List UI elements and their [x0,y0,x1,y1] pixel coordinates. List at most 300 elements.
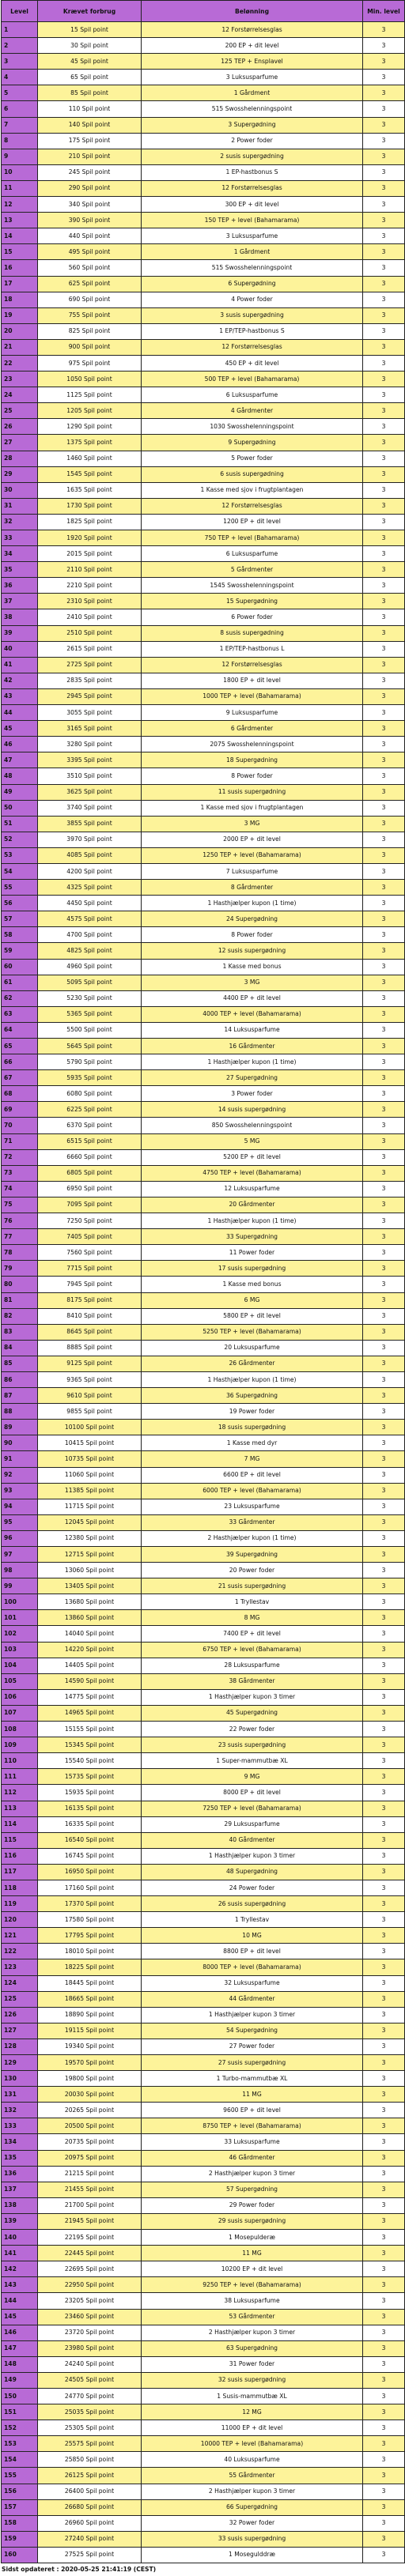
requirement-cell: 13680 Spil point [38,1594,142,1610]
level-cell: 137 [2,2182,38,2197]
requirement-cell: 14405 Spil point [38,1658,142,1673]
table-row [2,768,405,784]
table-row [2,2246,405,2261]
min-level-cell: 3 [363,1944,405,1959]
table-row [2,1102,405,1118]
reward-cell: 55 Gårdmenter [142,2468,363,2484]
min-level-cell: 3 [363,1356,405,1371]
table-row [2,1371,405,1387]
table-row [2,2436,405,2452]
reward-cell: 1 Mosegulddræ [142,2547,363,2563]
table-row [2,959,405,975]
level-cell: 12 [2,197,38,213]
table-row [2,2388,405,2404]
level-cell: 50 [2,800,38,816]
requirement-cell: 20265 Spil point [38,2103,142,2118]
table-row [2,737,405,752]
table-row [2,1896,405,1912]
level-cell: 113 [2,1801,38,1816]
reward-cell: 18 susis supergødning [142,1420,363,1435]
level-cell: 133 [2,2118,38,2134]
requirement-cell: 17370 Spil point [38,1896,142,1912]
last-updated-text: Sidst opdateret : 2020-05-25 21:41:19 (CEST) [2,2566,157,2573]
min-level-cell: 3 [363,578,405,594]
requirement-cell: 25035 Spil point [38,2404,142,2420]
min-level-cell: 3 [363,1769,405,1785]
min-level-cell: 3 [363,990,405,1006]
min-level-cell: 3 [363,38,405,54]
min-level-cell: 3 [363,832,405,847]
min-level-cell: 3 [363,2547,405,2563]
min-level-cell: 3 [363,2531,405,2547]
min-level-cell: 3 [363,292,405,307]
level-cell: 142 [2,2261,38,2277]
requirement-cell: 15345 Spil point [38,1737,142,1753]
level-cell: 41 [2,657,38,673]
table-row [2,2103,405,2118]
level-cell: 84 [2,1340,38,1356]
level-cell: 1 [2,22,38,38]
reward-cell: 11 susis supergødning [142,784,363,800]
reward-cell: 7 MG [142,1451,363,1467]
reward-cell: 1 Kasse med bonus [142,959,363,975]
requirement-cell: 26680 Spil point [38,2499,142,2515]
level-cell: 123 [2,1959,38,1975]
requirement-cell: 4825 Spil point [38,943,142,959]
table-row [2,1928,405,1944]
reward-cell: 450 EP + dit level [142,355,363,371]
requirement-cell: 19570 Spil point [38,2055,142,2071]
header-requirement: Krævet forbrug [38,1,142,22]
requirement-cell: 18445 Spil point [38,1975,142,1991]
table-row [2,149,405,164]
level-cell: 88 [2,1404,38,1420]
reward-cell: 2075 Swosshelenningspoint [142,737,363,752]
min-level-cell: 3 [363,1514,405,1530]
level-cell: 92 [2,1467,38,1483]
min-level-cell: 3 [363,546,405,562]
table-row [2,705,405,721]
min-level-cell: 3 [363,911,405,927]
level-cell: 146 [2,2325,38,2340]
reward-cell: 2 susis supergødning [142,149,363,164]
min-level-cell: 3 [363,1896,405,1912]
table-row [2,2420,405,2436]
requirement-cell: 3280 Spil point [38,737,142,752]
reward-cell: 48 Supergødning [142,1864,363,1880]
reward-cell: 57 Supergødning [142,2182,363,2197]
reward-cell: 8 Gårdmenter [142,880,363,896]
requirement-cell: 17795 Spil point [38,1928,142,1944]
reward-cell: 21 susis supergødning [142,1578,363,1594]
requirement-cell: 1730 Spil point [38,498,142,514]
table-row [2,2372,405,2388]
reward-cell: 1 Hasthjælper kupon 3 timer [142,2007,363,2023]
requirement-cell: 26960 Spil point [38,2515,142,2531]
requirement-cell: 8885 Spil point [38,1340,142,1356]
min-level-cell: 3 [363,1039,405,1054]
table-row [2,2452,405,2468]
level-cell: 10 [2,164,38,180]
reward-cell: 1 Hasthjælper kupon (1 time) [142,896,363,911]
min-level-cell: 3 [363,1102,405,1118]
reward-cell: 1 Kasse med sjov i frugtplantagen [142,482,363,498]
table-row [2,276,405,292]
min-level-cell: 3 [363,1324,405,1340]
reward-cell: 1 Hasthjælper kupon 3 timer [142,1848,363,1864]
table-row [2,1420,405,1435]
requirement-cell: 8410 Spil point [38,1308,142,1324]
table-row [2,1753,405,1769]
min-level-cell: 3 [363,800,405,816]
reward-cell: 1 Hasthjælper kupon (1 time) [142,1213,363,1229]
table-row [2,372,405,387]
level-cell: 93 [2,1483,38,1499]
reward-cell: 11 MG [142,2246,363,2261]
requirement-cell: 18665 Spil point [38,1991,142,2007]
table-row [2,1165,405,1181]
level-cell: 14 [2,228,38,244]
level-cell: 159 [2,2531,38,2547]
reward-cell: 8 susis supergødning [142,625,363,641]
rewards-table [1,0,405,2563]
reward-cell: 7400 EP + dit level [142,1626,363,1642]
reward-cell: 1030 Swosshelenningspoint [142,419,363,435]
min-level-cell: 3 [363,609,405,625]
min-level-cell: 3 [363,117,405,133]
level-cell: 141 [2,2246,38,2261]
min-level-cell: 3 [363,1880,405,1895]
reward-cell: 3 MG [142,975,363,990]
requirement-cell: 13060 Spil point [38,1563,142,1578]
requirement-cell: 2310 Spil point [38,594,142,609]
min-level-cell: 3 [363,2087,405,2103]
requirement-cell: 7405 Spil point [38,1229,142,1245]
min-level-cell: 3 [363,688,405,704]
table-row [2,1483,405,1499]
level-cell: 30 [2,482,38,498]
reward-cell: 3 Power foder [142,1086,363,1102]
min-level-cell: 3 [363,22,405,38]
min-level-cell: 3 [363,1006,405,1022]
level-cell: 67 [2,1070,38,1086]
level-cell: 125 [2,1991,38,2007]
requirement-cell: 340 Spil point [38,197,142,213]
requirement-cell: 3970 Spil point [38,832,142,847]
min-level-cell: 3 [363,2246,405,2261]
level-cell: 22 [2,355,38,371]
requirement-cell: 3165 Spil point [38,721,142,737]
requirement-cell: 1460 Spil point [38,451,142,466]
requirement-cell: 10735 Spil point [38,1451,142,1467]
min-level-cell: 3 [363,1371,405,1387]
requirement-cell: 2945 Spil point [38,688,142,704]
table-row [2,1944,405,1959]
table-row [2,2023,405,2039]
min-level-cell: 3 [363,1563,405,1578]
requirement-cell: 975 Spil point [38,355,142,371]
level-cell: 118 [2,1880,38,1895]
min-level-cell: 3 [363,2340,405,2356]
reward-cell: 14 Luksusparfume [142,1022,363,1038]
requirement-cell: 23720 Spil point [38,2325,142,2340]
reward-cell: 6 Supergødning [142,276,363,292]
level-cell: 114 [2,1816,38,1832]
level-cell: 153 [2,2436,38,2452]
requirement-cell: 15735 Spil point [38,1769,142,1785]
level-cell: 31 [2,498,38,514]
level-cell: 128 [2,2039,38,2054]
level-cell: 85 [2,1356,38,1371]
table-row [2,1801,405,1816]
level-cell: 108 [2,1722,38,1737]
min-level-cell: 3 [363,372,405,387]
min-level-cell: 3 [363,943,405,959]
level-cell: 48 [2,768,38,784]
level-cell: 138 [2,2197,38,2213]
table-row [2,1547,405,1563]
min-level-cell: 3 [363,1213,405,1229]
level-cell: 15 [2,244,38,260]
level-cell: 90 [2,1435,38,1451]
min-level-cell: 3 [363,2404,405,2420]
min-level-cell: 3 [363,1578,405,1594]
requirement-cell: 175 Spil point [38,133,142,149]
level-cell: 98 [2,1563,38,1578]
requirement-cell: 495 Spil point [38,244,142,260]
reward-cell: 200 EP + dit level [142,38,363,54]
requirement-cell: 14040 Spil point [38,1626,142,1642]
requirement-cell: 1205 Spil point [38,403,142,419]
table-row [2,228,405,244]
requirement-cell: 5365 Spil point [38,1006,142,1022]
requirement-cell: 2725 Spil point [38,657,142,673]
table-row [2,2197,405,2213]
requirement-cell: 11060 Spil point [38,1467,142,1483]
level-cell: 95 [2,1514,38,1530]
table-row [2,133,405,149]
min-level-cell: 3 [363,1991,405,2007]
table-row [2,435,405,451]
reward-cell: 6 Power foder [142,609,363,625]
reward-cell: 24 Supergødning [142,911,363,927]
reward-cell: 17 susis supergødning [142,1261,363,1277]
min-level-cell: 3 [363,1975,405,1991]
requirement-cell: 11715 Spil point [38,1499,142,1514]
requirement-cell: 18890 Spil point [38,2007,142,2023]
level-cell: 145 [2,2309,38,2325]
requirement-cell: 12380 Spil point [38,1530,142,1546]
min-level-cell: 3 [363,260,405,276]
table-row [2,1467,405,1483]
level-cell: 19 [2,307,38,323]
table-row [2,1658,405,1673]
level-cell: 62 [2,990,38,1006]
requirement-cell: 6950 Spil point [38,1181,142,1197]
table-row [2,1594,405,1610]
table-row [2,419,405,435]
min-level-cell: 3 [363,70,405,85]
min-level-cell: 3 [363,1229,405,1245]
level-cell: 109 [2,1737,38,1753]
table-row [2,292,405,307]
table-row [2,1261,405,1277]
requirement-cell: 30 Spil point [38,38,142,54]
requirement-cell: 9855 Spil point [38,1404,142,1420]
level-cell: 70 [2,1118,38,1133]
min-level-cell: 3 [363,2420,405,2436]
table-row [2,1213,405,1229]
table-row [2,880,405,896]
table-row [2,2531,405,2547]
reward-cell: 1800 EP + dit level [142,673,363,688]
reward-cell: 11000 EP + dit level [142,2420,363,2436]
reward-cell: 16 Gårdmenter [142,1039,363,1054]
requirement-cell: 5500 Spil point [38,1022,142,1038]
min-level-cell: 3 [363,244,405,260]
table-row [2,1499,405,1514]
table-row [2,2055,405,2071]
table-header-row [2,1,405,22]
table-row [2,1435,405,1451]
table-row [2,546,405,562]
requirement-cell: 140 Spil point [38,117,142,133]
requirement-cell: 14965 Spil point [38,1705,142,1721]
table-row [2,180,405,196]
level-cell: 36 [2,578,38,594]
table-row [2,1642,405,1658]
reward-cell: 2 Hasthjælper kupon 3 timer [142,2325,363,2340]
level-cell: 106 [2,1689,38,1705]
min-level-cell: 3 [363,2499,405,2515]
level-cell: 100 [2,1594,38,1610]
level-cell: 135 [2,2150,38,2166]
table-row [2,1022,405,1038]
reward-cell: 1 EP/TEP-hastbonus S [142,323,363,339]
requirement-cell: 21455 Spil point [38,2182,142,2197]
requirement-cell: 22445 Spil point [38,2246,142,2261]
requirement-cell: 1920 Spil point [38,530,142,546]
min-level-cell: 3 [363,2372,405,2388]
level-cell: 27 [2,435,38,451]
min-level-cell: 3 [363,1737,405,1753]
requirement-cell: 12715 Spil point [38,1547,142,1563]
reward-cell: 32 Luksusparfume [142,1975,363,1991]
table-row [2,847,405,863]
min-level-cell: 3 [363,1467,405,1483]
table-row [2,1959,405,1975]
requirement-cell: 85 Spil point [38,85,142,101]
table-row [2,990,405,1006]
min-level-cell: 3 [363,1642,405,1658]
table-row [2,1737,405,1753]
min-level-cell: 3 [363,1801,405,1816]
min-level-cell: 3 [363,2261,405,2277]
requirement-cell: 18225 Spil point [38,1959,142,1975]
table-row [2,1197,405,1213]
requirement-cell: 13405 Spil point [38,1578,142,1594]
level-cell: 58 [2,927,38,943]
level-cell: 102 [2,1626,38,1642]
requirement-cell: 3395 Spil point [38,752,142,768]
level-cell: 115 [2,1832,38,1848]
reward-cell: 1 Super-mammutbæ XL [142,1753,363,1769]
level-cell: 74 [2,1181,38,1197]
table-row [2,1118,405,1133]
table-row [2,1705,405,1721]
reward-cell: 27 Supergødning [142,1070,363,1086]
requirement-cell: 17580 Spil point [38,1912,142,1928]
min-level-cell: 3 [363,1658,405,1673]
table-row [2,816,405,832]
level-cell: 68 [2,1086,38,1102]
table-row [2,1149,405,1165]
requirement-cell: 7250 Spil point [38,1213,142,1229]
min-level-cell: 3 [363,1816,405,1832]
reward-cell: 4400 EP + dit level [142,990,363,1006]
level-cell: 96 [2,1530,38,1546]
min-level-cell: 3 [363,1530,405,1546]
requirement-cell: 23980 Spil point [38,2340,142,2356]
min-level-cell: 3 [363,1864,405,1880]
table-row [2,1832,405,1848]
level-cell: 134 [2,2134,38,2150]
requirement-cell: 625 Spil point [38,276,142,292]
table-row [2,1451,405,1467]
requirement-cell: 1545 Spil point [38,466,142,482]
reward-cell: 63 Supergødning [142,2340,363,2356]
reward-cell: 9 Luksusparfume [142,705,363,721]
requirement-cell: 5790 Spil point [38,1054,142,1070]
min-level-cell: 3 [363,1181,405,1197]
table-row [2,863,405,879]
table-row [2,2261,405,2277]
requirement-cell: 3625 Spil point [38,784,142,800]
reward-cell: 1 Turbo-mammutbæ XL [142,2071,363,2087]
table-row [2,1864,405,1880]
min-level-cell: 3 [363,768,405,784]
table-row [2,1530,405,1546]
min-level-cell: 3 [363,2293,405,2309]
reward-cell: 1 Gårdment [142,85,363,101]
reward-cell: 31 Power foder [142,2356,363,2372]
level-cell: 144 [2,2293,38,2309]
table-row [2,498,405,514]
table-row [2,2484,405,2499]
reward-cell: 1 Hasthjælper kupon (1 time) [142,1371,363,1387]
level-cell: 56 [2,896,38,911]
reward-cell: 23 susis supergødning [142,1737,363,1753]
min-level-cell: 3 [363,1483,405,1499]
reward-cell: 6 Luksusparfume [142,546,363,562]
table-row [2,339,405,355]
table-row [2,2182,405,2197]
reward-cell: 8000 EP + dit level [142,1785,363,1801]
min-level-cell: 3 [363,1705,405,1721]
requirement-cell: 14775 Spil point [38,1689,142,1705]
reward-cell: 3 susis supergødning [142,307,363,323]
reward-cell: 33 susis supergødning [142,2531,363,2547]
reward-cell: 26 Gårdmenter [142,1356,363,1371]
level-cell: 127 [2,2023,38,2039]
reward-cell: 1000 TEP + level (Bahamarama) [142,688,363,704]
level-cell: 47 [2,752,38,768]
min-level-cell: 3 [363,164,405,180]
reward-cell: 5 Power foder [142,451,363,466]
level-cell: 101 [2,1610,38,1626]
table-row [2,1848,405,1864]
min-level-cell: 3 [363,2356,405,2372]
